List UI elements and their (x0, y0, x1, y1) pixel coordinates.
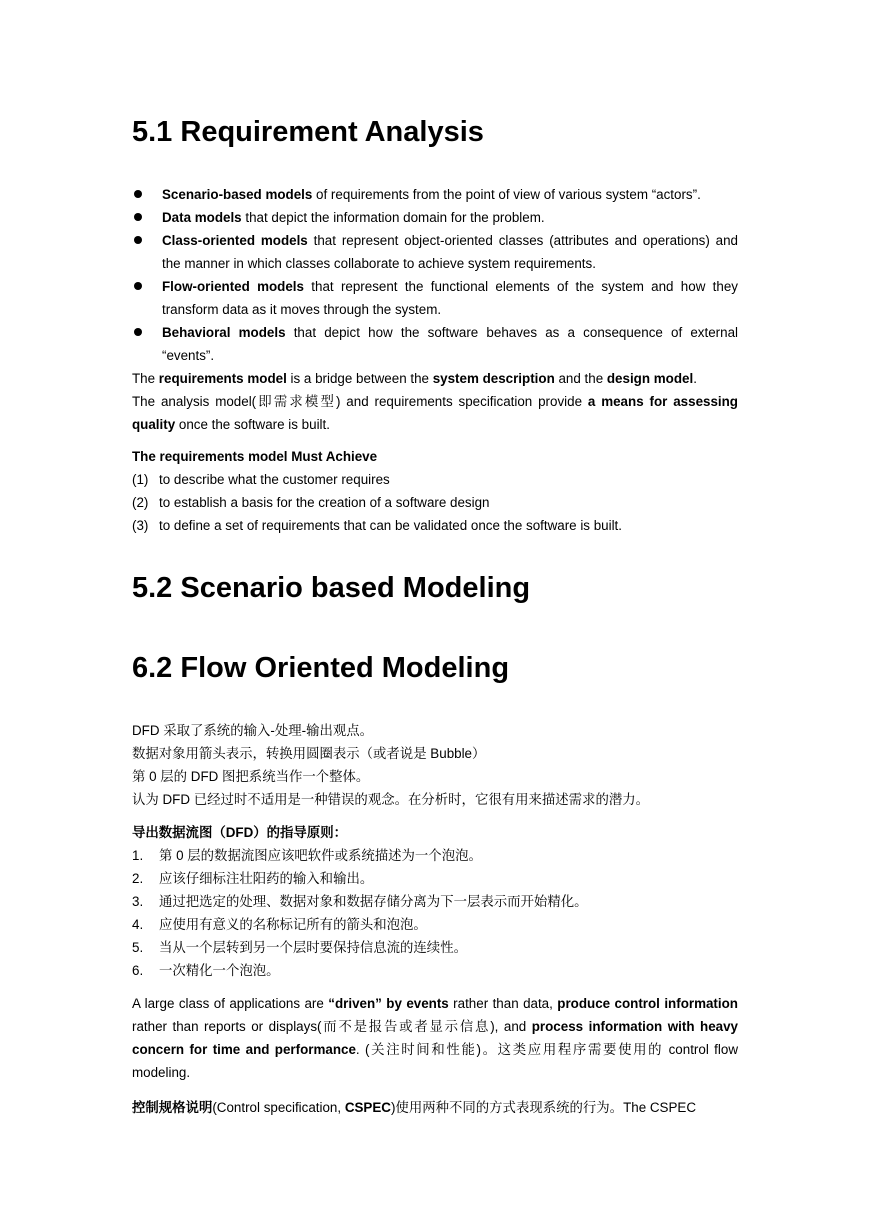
text-line: 认为 DFD 已经过时不适用是一种错误的观念。在分析时，它很有用来描述需求的潜力。 (132, 792, 650, 807)
bullet-item: Scenario-based models of requirements from the point of view of various system “actors”. (132, 183, 738, 206)
list-item: 6. 一次精化一个泡泡。 (132, 963, 280, 978)
control-flow-paragraph: A large class of applications are “driven” by events rather than data, produce control information rather than reports or displays(而不是报告或者显示信息), and process information with heavy concern for time and performance. (关注时间和性能)。这类应用程序需要使用的 control flow modeling. (132, 996, 738, 1080)
bullet-dot-icon (134, 328, 142, 336)
dfd-guidelines (132, 821, 738, 982)
achieve-list (132, 445, 738, 537)
bullet-dot-icon (134, 282, 142, 290)
bullet-dot-icon (134, 213, 142, 221)
list-item: (2) to establish a basis for the creation of a software design (132, 495, 490, 510)
section-title-5-2: 5.2 Scenario based Modeling (132, 572, 531, 604)
guide-heading: 导出数据流图（DFD）的指导原则： (132, 825, 347, 840)
list-item: 3. 通过把选定的处理、数据对象和数据存储分离为下一层表示而开始精化。 (132, 894, 588, 909)
cspec-paragraph: 控制规格说明(Control specification, CSPEC)使用两种不同的方式表现系统的行为。The CSPEC (132, 1100, 696, 1115)
achieve-heading: The requirements model Must Achieve (132, 449, 378, 464)
bridge-paragraph: The requirements model is a bridge between the system description and the design model. (132, 371, 697, 386)
bullet-item: Class-oriented models that represent object-oriented classes (attributes and operations) and the manner in which classes collaborate to achieve system requirements. (132, 229, 738, 275)
section-title-6-2: 6.2 Flow Oriented Modeling (132, 652, 510, 684)
list-item: (3) to define a set of requirements that can be validated once the software is built. (132, 518, 622, 533)
bullet-item: Data models that depict the information domain for the problem. (132, 206, 738, 229)
bullet-item: Flow-oriented models that represent the functional elements of the system and how they transform data as it moves through the system. (132, 275, 738, 321)
section-title-5-1: 5.1 Requirement Analysis (132, 116, 484, 148)
text-line: DFD 采取了系统的输入-处理-输出观点。 (132, 723, 374, 738)
list-item: 1. 第 0 层的数据流图应该吧软件或系统描述为一个泡泡。 (132, 848, 482, 863)
dfd-intro (132, 719, 738, 811)
list-item: 4. 应使用有意义的名称标记所有的箭头和泡泡。 (132, 917, 427, 932)
analysis-paragraph: The analysis model(即需求模型) and requirements specification provide a means for assessing quality once the software is built. (132, 394, 738, 432)
list-item: (1) to describe what the customer requires (132, 472, 390, 487)
bullet-dot-icon (134, 236, 142, 244)
list-item: 5. 当从一个层转到另一个层时要保持信息流的连续性。 (132, 940, 467, 955)
text-line: 第 0 层的 DFD 图把系统当作一个整体。 (132, 769, 370, 784)
text-line: 数据对象用箭头表示，转换用圆圈表示（或者说是 Bubble） (132, 746, 486, 761)
bullet-item: Behavioral models that depict how the software behaves as a consequence of external “events”. (132, 321, 738, 367)
models-bullet-list (132, 183, 738, 436)
list-item: 2. 应该仔细标注壮阳药的输入和输出。 (132, 871, 374, 886)
bullet-dot-icon (134, 190, 142, 198)
